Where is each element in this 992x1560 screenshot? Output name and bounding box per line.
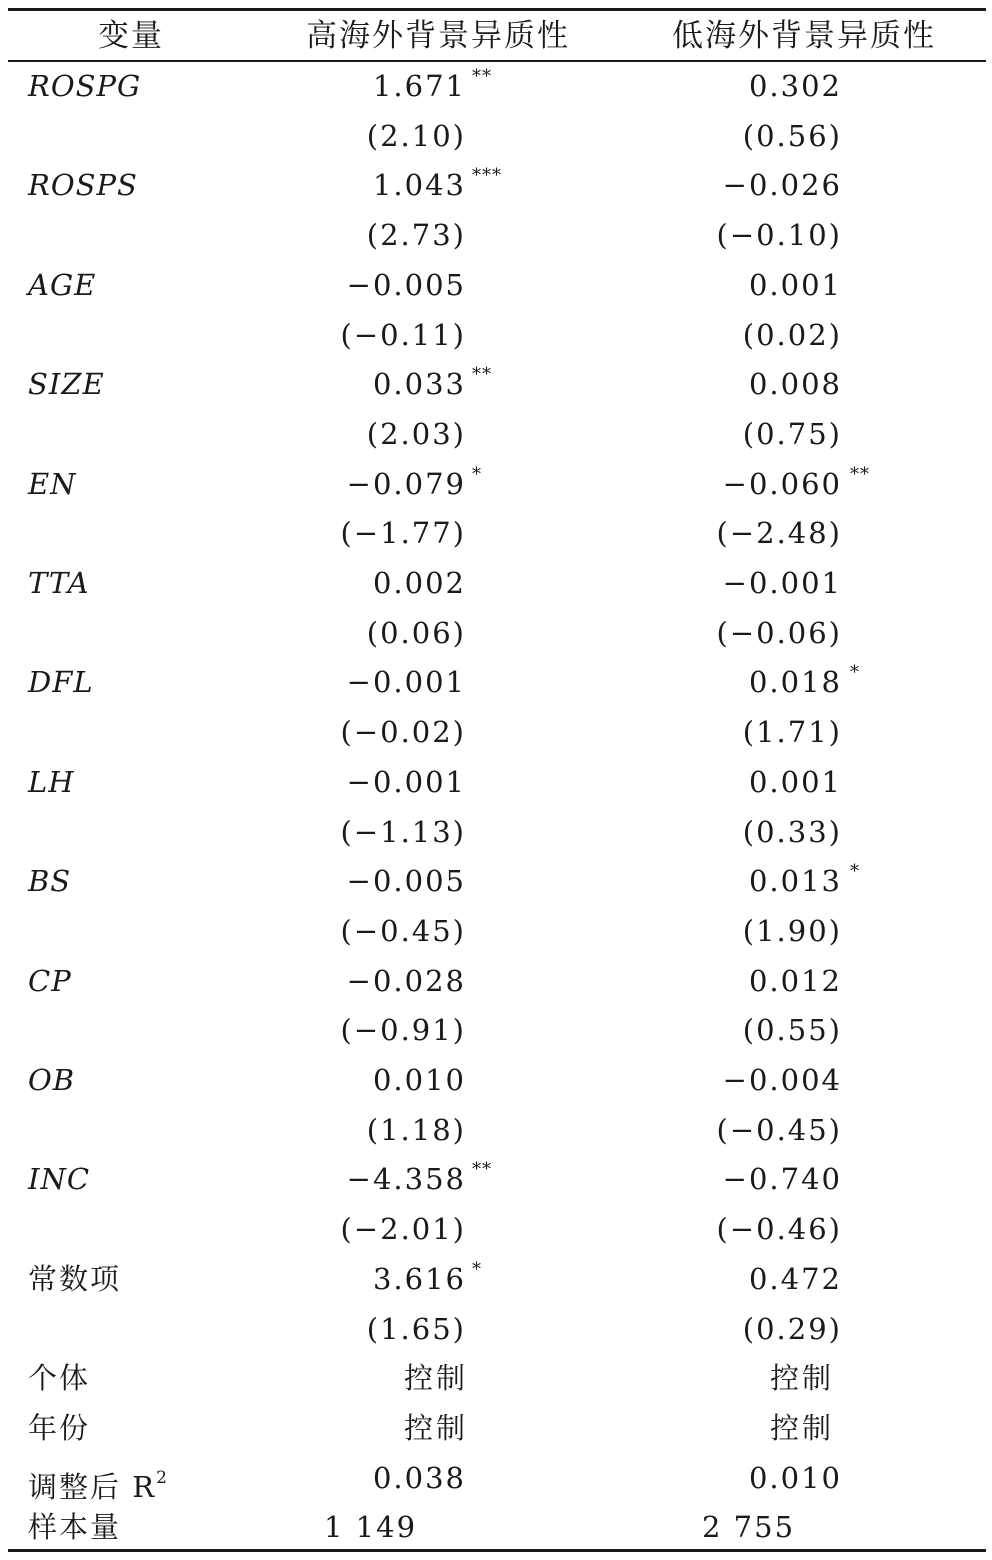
significance-stars: * bbox=[850, 861, 860, 883]
header-low-heterogeneity: 低海外背景异质性 bbox=[672, 18, 936, 54]
low-heterogeneity-value: 2 755 bbox=[702, 1510, 796, 1545]
variable-name: SIZE bbox=[28, 367, 105, 402]
high-heterogeneity-value: 1.671 bbox=[372, 69, 466, 103]
high-heterogeneity-value: (2.73) bbox=[366, 218, 466, 253]
high-heterogeneity-value: 0.033 bbox=[372, 367, 466, 402]
low-heterogeneity-value: −0.004 bbox=[722, 1063, 842, 1097]
variable-name: AGE bbox=[28, 267, 97, 302]
table-row bbox=[8, 161, 986, 211]
table-row bbox=[8, 62, 986, 112]
variable-name: 年份 bbox=[28, 1410, 91, 1445]
low-heterogeneity-value: (−0.45) bbox=[716, 1112, 842, 1147]
table-row bbox=[8, 1454, 986, 1504]
low-heterogeneity-value: −0.740 bbox=[722, 1162, 842, 1197]
high-heterogeneity-value: (−1.77) bbox=[340, 516, 466, 551]
low-heterogeneity-value: (0.33) bbox=[742, 814, 842, 849]
variable-name: TTA bbox=[28, 566, 90, 600]
low-heterogeneity-value: 控制 bbox=[769, 1361, 834, 1396]
low-heterogeneity-value: 0.001 bbox=[748, 764, 842, 799]
table-bottom-rule bbox=[8, 1549, 986, 1552]
high-heterogeneity-value: 0.038 bbox=[372, 1460, 466, 1495]
significance-stars: * bbox=[472, 463, 482, 485]
high-heterogeneity-value: 0.002 bbox=[372, 566, 466, 600]
table-row bbox=[8, 460, 986, 510]
low-heterogeneity-value: (0.75) bbox=[742, 416, 842, 451]
table-row bbox=[8, 1106, 986, 1156]
table-row bbox=[8, 957, 986, 1007]
significance-stars: ** bbox=[472, 66, 492, 87]
low-heterogeneity-value: 0.472 bbox=[748, 1261, 842, 1296]
table-row bbox=[8, 261, 986, 311]
low-heterogeneity-value: 0.302 bbox=[748, 69, 842, 103]
table-row bbox=[8, 410, 986, 460]
high-heterogeneity-value: 3.616 bbox=[372, 1261, 466, 1296]
table-row bbox=[8, 808, 986, 858]
high-heterogeneity-value: (0.06) bbox=[366, 615, 466, 650]
low-heterogeneity-value: (−0.46) bbox=[716, 1212, 842, 1247]
variable-name: 样本量 bbox=[28, 1510, 122, 1545]
high-heterogeneity-value: 1.043 bbox=[372, 168, 466, 203]
high-heterogeneity-value: −0.028 bbox=[346, 963, 466, 998]
high-heterogeneity-value: 1 149 bbox=[324, 1510, 418, 1545]
high-heterogeneity-value: −0.005 bbox=[346, 864, 466, 899]
significance-stars: ** bbox=[850, 463, 870, 485]
low-heterogeneity-value: 控制 bbox=[769, 1410, 834, 1445]
header-variable: 变量 bbox=[98, 18, 164, 54]
low-heterogeneity-value: 0.018 bbox=[748, 665, 842, 700]
table-row bbox=[8, 559, 986, 609]
low-heterogeneity-value: (1.90) bbox=[742, 913, 842, 948]
high-heterogeneity-value: 控制 bbox=[403, 1361, 468, 1396]
table-row bbox=[8, 758, 986, 808]
high-heterogeneity-value: (−2.01) bbox=[340, 1212, 466, 1247]
high-heterogeneity-value: −0.001 bbox=[346, 665, 466, 700]
low-heterogeneity-value: (−0.06) bbox=[716, 615, 842, 650]
high-heterogeneity-value: (1.65) bbox=[366, 1311, 466, 1346]
table-row bbox=[8, 1255, 986, 1305]
table-row bbox=[8, 211, 986, 261]
high-heterogeneity-value: (2.10) bbox=[366, 118, 466, 153]
low-heterogeneity-value: 0.001 bbox=[748, 267, 842, 302]
high-heterogeneity-value: (−0.91) bbox=[340, 1013, 466, 1048]
significance-stars: * bbox=[850, 662, 860, 684]
table-row bbox=[8, 708, 986, 758]
table-row bbox=[8, 1404, 986, 1454]
high-heterogeneity-value: (−0.02) bbox=[340, 715, 466, 750]
high-heterogeneity-value: −4.358 bbox=[346, 1162, 466, 1197]
low-heterogeneity-value: −0.026 bbox=[722, 168, 842, 203]
low-heterogeneity-value: (1.71) bbox=[742, 715, 842, 750]
low-heterogeneity-value: (0.02) bbox=[742, 317, 842, 352]
high-heterogeneity-value: (−0.11) bbox=[340, 317, 466, 352]
variable-name: CP bbox=[28, 963, 72, 998]
low-heterogeneity-value: 0.012 bbox=[748, 963, 842, 998]
table-top-rule bbox=[8, 8, 986, 11]
low-heterogeneity-value: −0.060 bbox=[722, 466, 842, 501]
variable-name: EN bbox=[28, 466, 77, 501]
variable-name: INC bbox=[28, 1162, 91, 1197]
variable-name: 常数项 bbox=[28, 1261, 122, 1296]
low-heterogeneity-value: (0.56) bbox=[742, 118, 842, 153]
high-heterogeneity-value: −0.079 bbox=[346, 466, 466, 501]
table-row bbox=[8, 360, 986, 410]
high-heterogeneity-value: (−1.13) bbox=[340, 814, 466, 849]
table-row bbox=[8, 907, 986, 957]
high-heterogeneity-value: (−0.45) bbox=[340, 913, 466, 948]
variable-name: OB bbox=[28, 1063, 76, 1097]
variable-name: ROSPS bbox=[28, 168, 138, 203]
variable-name: ROSPG bbox=[28, 69, 142, 103]
variable-name: 个体 bbox=[28, 1361, 91, 1396]
table-row bbox=[8, 509, 986, 559]
high-heterogeneity-value: (2.03) bbox=[366, 416, 466, 451]
high-heterogeneity-value: 控制 bbox=[403, 1410, 468, 1445]
high-heterogeneity-value: −0.001 bbox=[346, 764, 466, 799]
low-heterogeneity-value: 0.013 bbox=[748, 864, 842, 899]
table-row bbox=[8, 311, 986, 361]
high-heterogeneity-value: (1.18) bbox=[366, 1112, 466, 1147]
low-heterogeneity-value: (−0.10) bbox=[716, 218, 842, 253]
low-heterogeneity-value: (0.29) bbox=[742, 1311, 842, 1346]
table-row bbox=[8, 1354, 986, 1404]
table-row bbox=[8, 658, 986, 708]
low-heterogeneity-value: 0.010 bbox=[748, 1460, 842, 1495]
superscript: 2 bbox=[156, 1467, 169, 1488]
significance-stars: ** bbox=[472, 364, 492, 386]
table-row bbox=[8, 1305, 986, 1355]
variable-name: BS bbox=[28, 864, 72, 899]
significance-stars: * bbox=[472, 1258, 482, 1280]
variable-name: LH bbox=[28, 764, 75, 799]
low-heterogeneity-value: (−2.48) bbox=[716, 516, 842, 551]
table-row bbox=[8, 1503, 986, 1553]
table-row bbox=[8, 1056, 986, 1106]
significance-stars: ** bbox=[472, 1159, 492, 1181]
variable-name: 调整后 $R^2$ bbox=[28, 1467, 169, 1504]
table-row bbox=[8, 609, 986, 659]
table-row bbox=[8, 857, 986, 907]
table-row bbox=[8, 1205, 986, 1255]
header-high-heterogeneity: 高海外背景异质性 bbox=[306, 18, 570, 54]
variable-name: DFL bbox=[28, 665, 94, 700]
low-heterogeneity-value: 0.008 bbox=[748, 367, 842, 402]
table-row bbox=[8, 1006, 986, 1056]
significance-stars: *** bbox=[472, 165, 502, 187]
high-heterogeneity-value: 0.010 bbox=[372, 1063, 466, 1097]
low-heterogeneity-value: (0.55) bbox=[742, 1013, 842, 1048]
table-row bbox=[8, 1155, 986, 1205]
high-heterogeneity-value: −0.005 bbox=[346, 267, 466, 302]
low-heterogeneity-value: −0.001 bbox=[722, 566, 842, 600]
